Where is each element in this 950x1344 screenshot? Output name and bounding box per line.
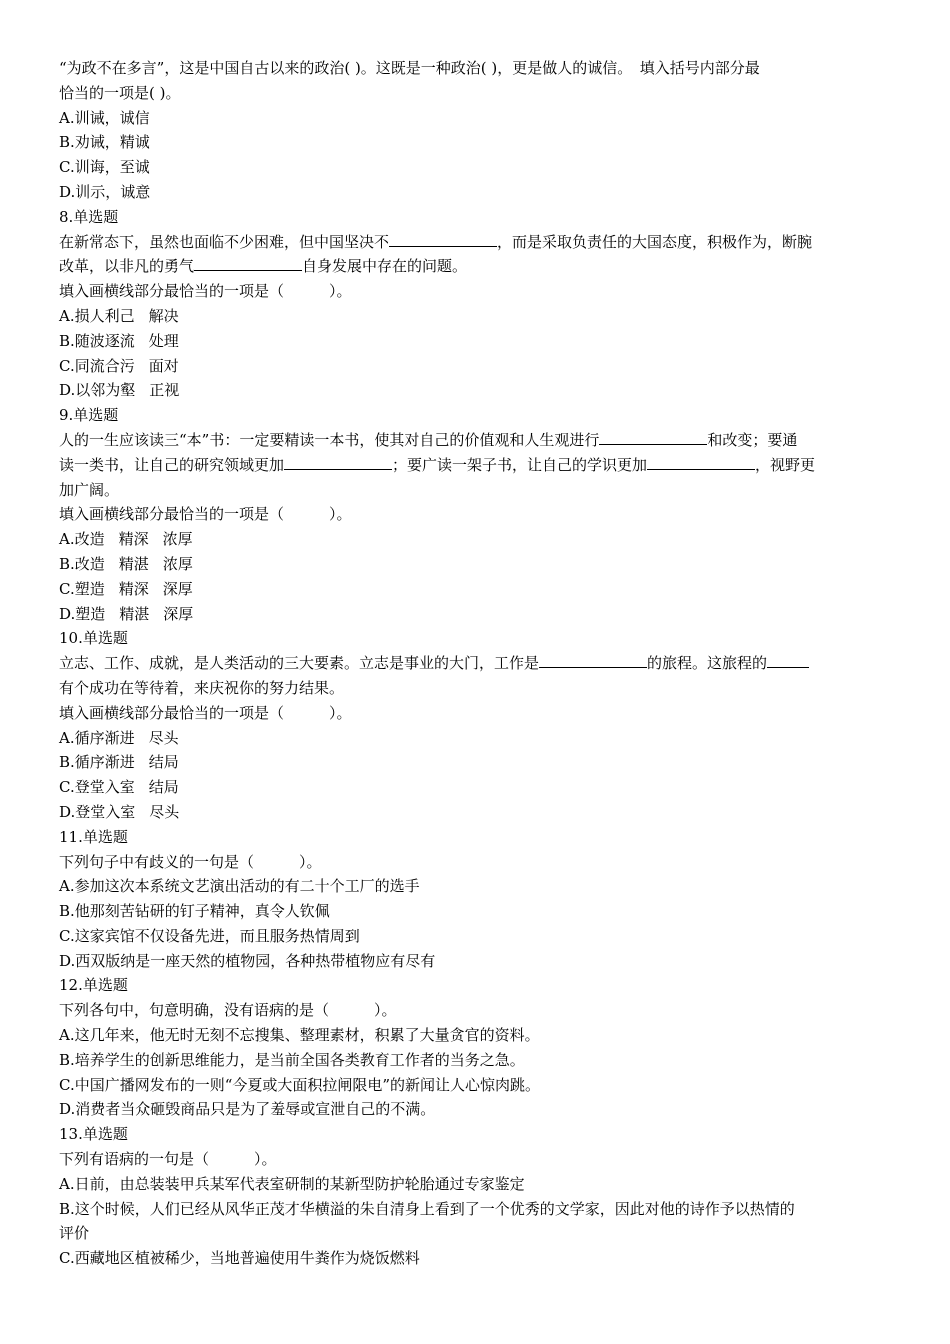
q10-option-b: B.循序渐进 结局: [59, 753, 179, 772]
q8-stem-line2: 改革，以非凡的勇气 自身发展中存在的问题。: [59, 257, 468, 276]
q13-option-c: C.西藏地区植被稀少，当地普遍使用牛粪作为烧饭燃料: [59, 1249, 420, 1268]
q7-stem-line2: 恰当的一项是( )。: [59, 83, 181, 102]
q7-option-a: A.训诫，诚信: [59, 108, 150, 127]
q8-option-b: B.随波逐流 处理: [59, 331, 179, 350]
q9-stem-line1: 人的一生应该读三“本”书：一定要精读一本书，使其对自己的价值观和人生观进行 和改变；要通: [59, 430, 798, 449]
q11-stem: 下列句子中有歧义的一句是（ ）。: [59, 852, 322, 871]
q11-option-c: C.这家宾馆不仅设备先进，而且服务热情周到: [59, 926, 360, 945]
q12-option-b: B.培养学生的创新思维能力，是当前全国各类教育工作者的当务之急。: [59, 1050, 525, 1069]
q11-header: 11.单选题: [59, 827, 128, 846]
answer-blank: [767, 652, 809, 668]
answer-blank: [194, 255, 302, 271]
q10-stem-line1: 立志、工作、成就，是人类活动的三大要素。立志是事业的大门，工作是 的旅程。这旅程的: [59, 651, 889, 676]
q11-option-a: A.参加这次本系统文艺演出活动的有二十个工厂的选手: [59, 877, 420, 896]
q13-stem: 下列有语病的一句是（ ）。: [59, 1150, 277, 1169]
q10-option-d: D.登堂入室 尽头: [59, 802, 180, 821]
q9-prompt: 填入画横线部分最恰当的一项是（ ）。: [59, 505, 352, 524]
q11-option-d: D.西双版纳是一座天然的植物园，各种热带植物应有尽有: [59, 951, 436, 970]
answer-blank: [284, 454, 392, 470]
q10-header: 10.单选题: [59, 629, 128, 648]
q9-header: 9.单选题: [59, 406, 119, 425]
q7-option-b: B.劝诫，精诚: [59, 133, 150, 152]
answer-blank: [647, 454, 755, 470]
q10-option-c: C.登堂入室 结局: [59, 778, 179, 797]
q13-header: 13.单选题: [59, 1125, 128, 1144]
q11-option-b: B.他那刻苦钻研的钉子精神，真令人钦佩: [59, 902, 330, 921]
q8-stem-line1: 在新常态下，虽然也面临不少困难，但中国坚决不 ，而是采取负责任的大国态度，积极作为，断腕: [59, 232, 813, 251]
q13-option-b-line2: 评价: [59, 1224, 90, 1243]
q12-stem: 下列各句中，句意明确，没有语病的是（ ）。: [59, 1001, 397, 1020]
q13-option-a: A.日前，由总装装甲兵某军代表室研制的某新型防护轮胎通过专家鉴定: [59, 1174, 525, 1193]
q7-option-d: D.训示，诚意: [59, 182, 151, 201]
q8-header: 8.单选题: [59, 207, 119, 226]
q9-option-b: B.改造 精湛 浓厚: [59, 554, 193, 573]
q7-stem-line1: “为政不在多言”，这是中国自古以来的政治( )。这既是一种政治( )，更是做人的诚信。 填入括号内部分最: [59, 59, 760, 77]
q8-prompt: 填入画横线部分最恰当的一项是（ ）。: [59, 282, 352, 301]
q9-option-c: C.塑造 精深 深厚: [59, 579, 193, 598]
exam-page: [59, 56, 889, 1271]
q9-option-a: A.改造 精深 浓厚: [59, 530, 193, 549]
q9-stem-line2: 读一类书，让自己的研究领域更加 ；要广读一架子书，让自己的学识更加 ，视野更: [59, 455, 816, 474]
q9-option-d: D.塑造 精湛 深厚: [59, 604, 194, 623]
q8-option-c: C.同流合污 面对: [59, 356, 179, 375]
q10-prompt: 填入画横线部分最恰当的一项是（ ）。: [59, 703, 352, 722]
q12-option-d: D.消费者当众砸毁商品只是为了羞辱或宣泄自己的不满。: [59, 1100, 436, 1119]
q7-option-c: C.训诲，至诚: [59, 158, 150, 177]
q10-option-a: A.循序渐进 尽头: [59, 728, 179, 747]
q13-option-b-line1: B.这个时候，人们已经从风华正茂才华横溢的朱自清身上看到了一个优秀的文学家，因此对他的诗作予以热情的: [59, 1199, 795, 1218]
q12-option-c: C.中国广播网发布的一则“今夏或大面积拉闸限电”的新闻让人心惊肉跳。: [59, 1075, 541, 1094]
answer-blank: [389, 231, 497, 247]
answer-blank: [539, 652, 647, 668]
q12-header: 12.单选题: [59, 976, 128, 995]
q8-option-a: A.损人利己 解决: [59, 306, 179, 325]
answer-blank: [599, 429, 707, 445]
q8-option-d: D.以邻为壑 正视: [59, 381, 180, 400]
q9-stem-line3: 加广阔。: [59, 480, 120, 499]
q12-option-a: A.这几年来，他无时无刻不忘搜集、整理素材，积累了大量贪官的资料。: [59, 1026, 540, 1045]
q10-stem-line2: 有个成功在等待着，来庆祝你的努力结果。: [59, 678, 345, 697]
